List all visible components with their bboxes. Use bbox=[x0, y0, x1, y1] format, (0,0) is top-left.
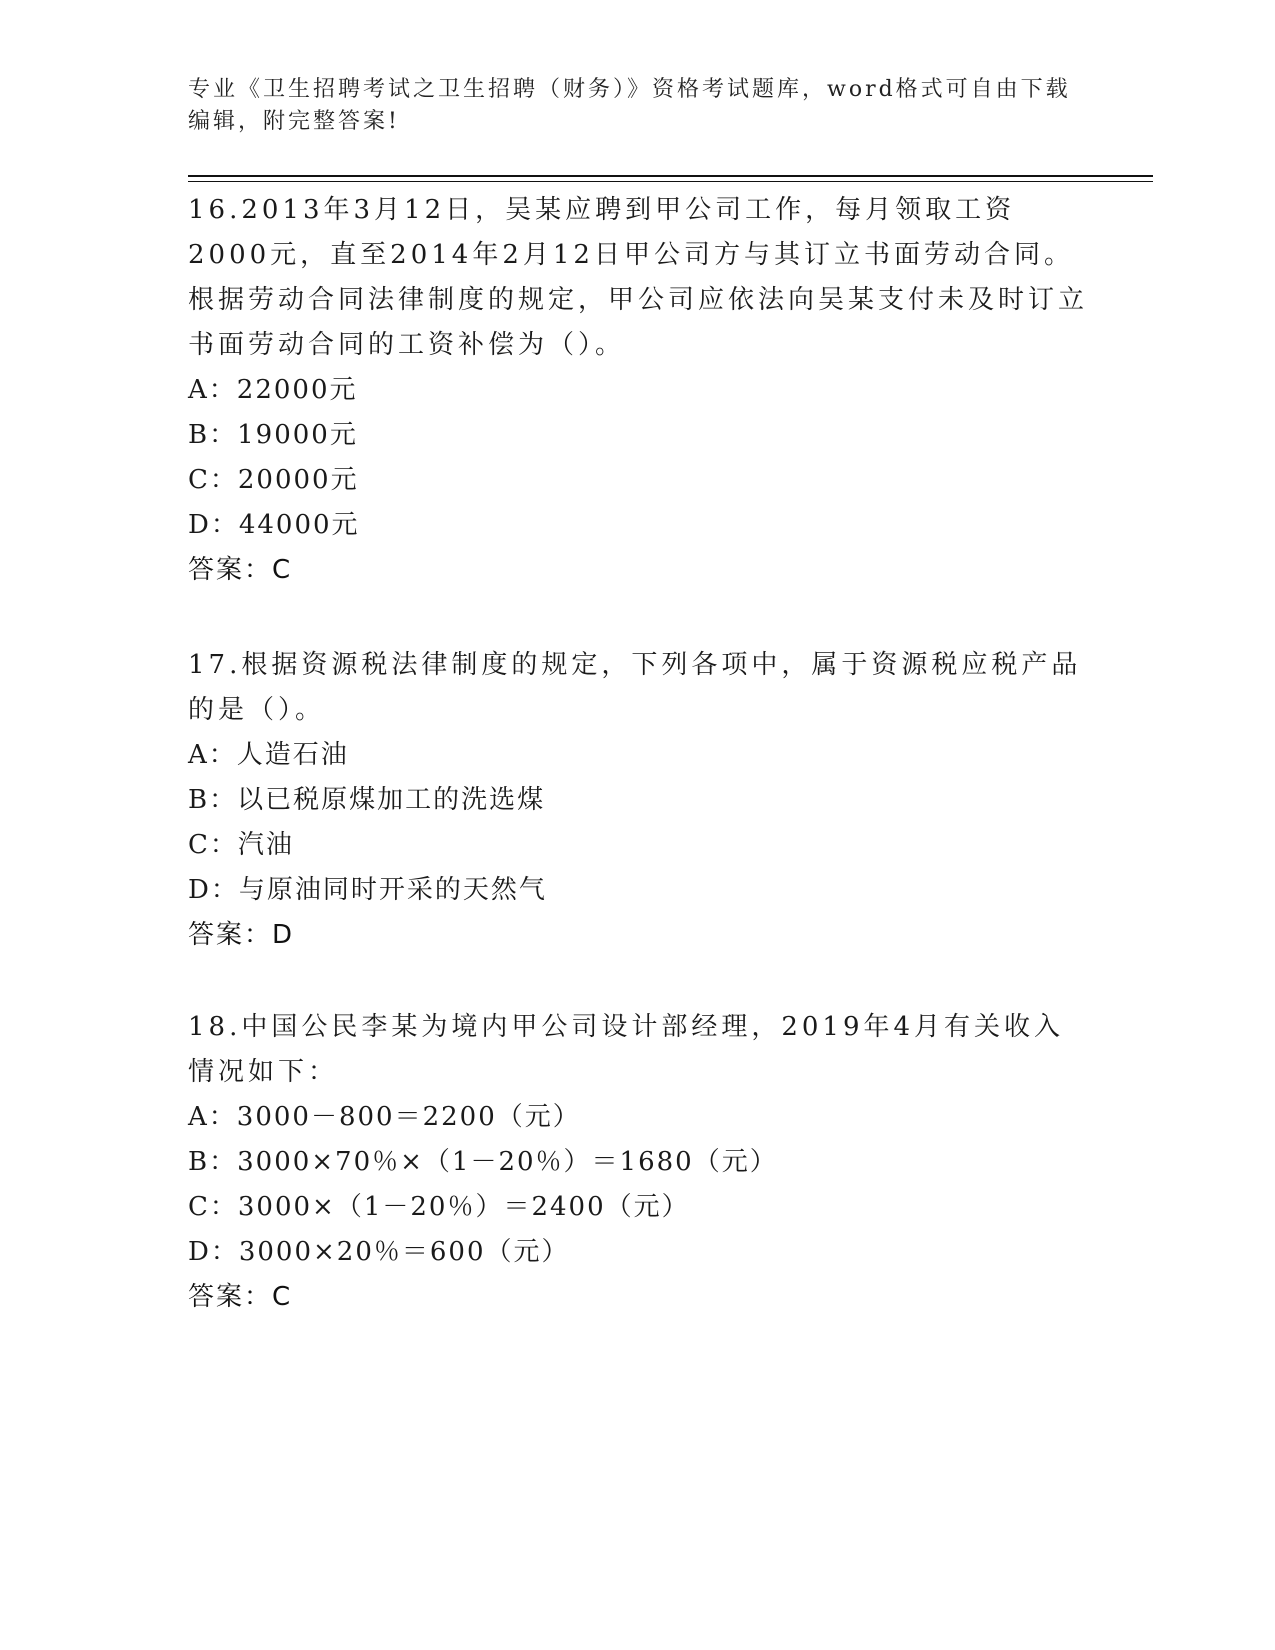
option-d: D：与原油同时开采的天然气 bbox=[188, 875, 547, 905]
header-divider-thick bbox=[188, 175, 1153, 177]
option-b: B：3000×70％×（1－20％）＝1680（元） bbox=[188, 1147, 778, 1177]
question-stem: 18.中国公民李某为境内甲公司设计部经理，2019年4月有关收入情况如下： bbox=[188, 1012, 1065, 1087]
option-b: B：以已税原煤加工的洗选煤 bbox=[188, 785, 546, 815]
option-d: D：3000×20％＝600（元） bbox=[188, 1237, 570, 1267]
answer-line: 答案：D bbox=[188, 920, 295, 950]
option-a: A：人造石油 bbox=[188, 740, 349, 770]
question-16 bbox=[188, 188, 1088, 593]
option-c: C：汽油 bbox=[188, 830, 294, 860]
question-18 bbox=[188, 1005, 1088, 1320]
question-17 bbox=[188, 643, 1088, 958]
header-divider-thin bbox=[188, 181, 1153, 182]
question-stem: 17.根据资源税法律制度的规定，下列各项中，属于资源税应税产品的是（）。 bbox=[188, 650, 1082, 725]
document-header: 专业《卫生招聘考试之卫生招聘（财务）》资格考试题库，word格式可自由下载编辑，附完整答案! bbox=[188, 77, 1071, 134]
option-b: B：19000元 bbox=[188, 420, 358, 450]
option-c: C：3000×（1－20％）＝2400（元） bbox=[188, 1192, 690, 1222]
answer-line: 答案：C bbox=[188, 1282, 293, 1312]
option-c: C：20000元 bbox=[188, 465, 359, 495]
question-stem: 16.2013年3月12日，吴某应聘到甲公司工作，每月领取工资2000元，直至2014年2月12日甲公司方与其订立书面劳动合同。根据劳动合同法律制度的规定，甲公司应依法向吴某支付未及时订立书面劳动合同的工资补偿为（）。 bbox=[188, 195, 1089, 360]
option-a: A：3000－800＝2200（元） bbox=[188, 1102, 581, 1132]
answer-line: 答案：C bbox=[188, 555, 293, 585]
option-a: A：22000元 bbox=[188, 375, 358, 405]
option-d: D：44000元 bbox=[188, 510, 360, 540]
